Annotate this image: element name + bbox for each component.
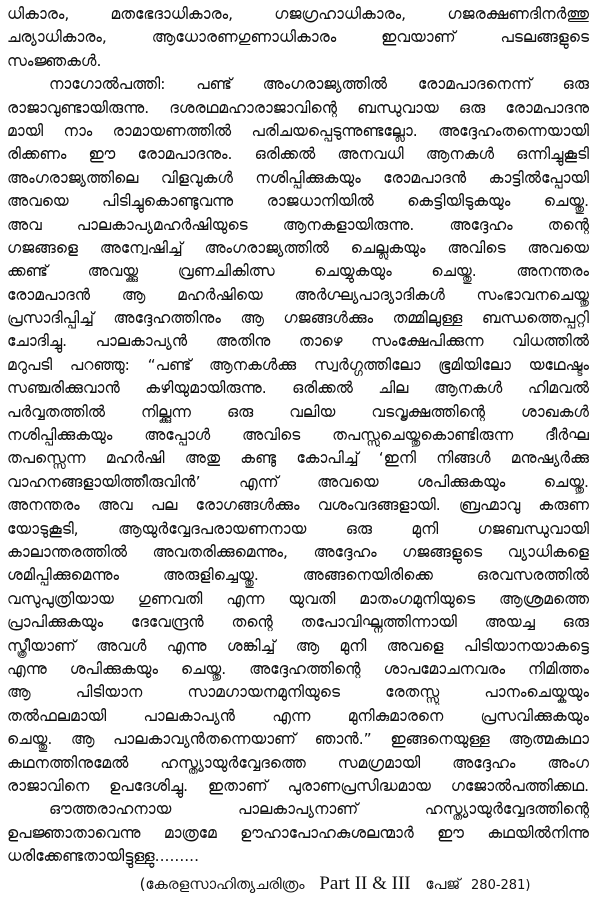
citation [0,873,600,895]
text-line: നാഗോൽപത്തി: പണ്ട് അംഗരാജ്യത്തിൽ രോമപാദനെന്ന് ഒരു [49,75,589,94]
document-body [7,3,589,868]
citation-pages: 280-281) [471,878,531,893]
text-line: സംജ്ഞകൾ. [7,51,102,70]
citation-page-word: പേജ് [425,875,461,893]
text-line: ഔത്തരാഹനായ പാലകാപ്യനാണ് ഹസ്ത്യായുർവ്വേദത്തിന്റെ [49,800,589,819]
text-line: സഞ്ചരിക്കുവാൻ കഴിയുമായിരുന്നു. ഒരിക്കൽ ചില ആനകൾ ഹിമവൽ [7,379,589,398]
text-line: ശമിപ്പിക്കുമെന്നും അരുളിച്ചെയ്തു. അങ്ങനെയിരിക്കെ ഒരവസരത്തിൽ [7,566,589,585]
text-line: അനന്തരം അവ പല രോഗങ്ങൾക്കും വശംവദങ്ങളായി. ബ്രഹ്മാവു കരുണ [7,496,589,515]
citation-part: Part II & III [319,873,411,894]
citation-source: (കേരളസാഹിത്യചരിത്രം [139,875,305,893]
text-line: രിക്കണം ഈ രോമപാദനും. ഒരിക്കൽ അനവധി ആനകൾ ഒന്നിച്ചുകൂടി [7,145,589,164]
text-line: കാലാന്തരത്തിൽ അവതരിക്കുമെന്നും, അദ്ദേഹം ഗജങ്ങളുടെ വ്യാധികളെ [7,542,589,561]
text-line: വസുപുത്രിയായ ഗുണവതി എന്ന യുവതി മാതംഗമുനിയുടെ ആശ്രമത്തെ [7,589,589,608]
text-line: ചര്യാധികാരം, ആധോരണഗുണാധികാരം ഇവയാണ് പടലങ്ങളുടെ [7,28,589,47]
text-line: ഉപജ്ഞാതാവെന്നു മാത്രമേ ഊഹാപോഹകുശലന്മാർ ഈ കഥയിൽനിന്നു [7,823,589,842]
text-line: നശിപ്പിക്കുകയും അപ്പോൾ അവിടെ തപസ്സുചെയ്തുകൊണ്ടിരുന്ന ദീർഘ [7,426,589,445]
text-line: രാജാവുണ്ടായിരുന്നു. ദശരഥമഹാരാജാവിന്റെ ബന്ധുവായ ഒരു രോമപാദനു [7,98,589,117]
text-line: ചോദിച്ചു. പാലകാപ്യൻ അതിനു താഴെ സംക്ഷേപിക്കുന്ന വിധത്തിൽ [7,332,589,351]
text-line: തൽഫലമായി പാലകാപ്യൻ എന്ന മുനികുമാരനെ പ്രസവിക്കുകയും [7,706,589,725]
text-line: ക്കണ്ട് അവയ്ക്കു വ്രണചികിത്സ ചെയ്യുകയും ചെയ്തു. അനന്തരം [7,262,589,281]
text-line: തപസ്സെന്ന മഹർഷി അതു കണ്ടു കോപിച്ച് ‘ഇനി നിങ്ങൾ മനുഷ്യർക്കു [7,449,589,468]
text-line: ചെയ്തു. ആ പാലകാവ്യൻതന്നെയാണ് ഞാൻ.” ഇങ്ങനെയുള്ള ആത്മകഥാ [7,730,589,749]
text-line: ഗജങ്ങളെ അന്വേഷിച്ച് അംഗരാജ്യത്തിൽ ചെല്ലുകയും അവിടെ അവയെ [7,238,589,257]
text-line: രോമപാദൻ ആ മഹർഷിയെ അർഗ്ഘ്യപാദ്യാദികൾ സംഭാവനചെയ്തു [7,285,589,304]
text-line: പർവ്വതത്തിൽ നില്ക്കുന്ന ഒരു വലിയ വടവൃക്ഷത്തിന്റെ ശാഖകൾ [7,402,589,421]
text-line: സ്ത്രീയാണ് അവൾ എന്നു ശങ്കിച്ച് ആ മുനി അവളെ പിടിയാനയാകട്ടെ [7,636,589,655]
text-line: കഥനത്തിനുമേൽ ഹസ്ത്യായുർവ്വേദത്തെ സമഗ്രമായി അദ്ദേഹം അംഗ [7,753,589,772]
text-line: ധരിക്കേണ്ടതായിട്ടുള്ളു......... [7,847,200,866]
text-line: എന്നു ശപിക്കുകയും ചെയ്തു. അദ്ദേഹത്തിന്റെ ശാപമോചനവരം നിമിത്തം [7,659,589,678]
text-line: അംഗരാജ്യത്തിലെ വിളവുകൾ നശിപ്പിക്കുകയും രോമപാദൻ കാട്ടിൽപ്പോയി [7,168,589,187]
text-line: മറുപടി പറഞ്ഞു: “പണ്ട് ആനകൾക്കു സ്വർഗ്ഗത്തിലോ ഭൂമിയിലോ യഥേഷ്ടം [7,355,589,374]
text-line: വാഹനങ്ങളായിത്തീരുവിൻ’ എന്ന് അവയെ ശപിക്കുകയും ചെയ്തു. [7,472,589,491]
text-line: ആ പിടിയാന സാമഗായനമുനിയുടെ രേതസ്സു പാനംചെയ്കയും [7,683,589,702]
text-line: മായി നാം രാമായണത്തിൽ പരിചയപ്പെടുന്നുണ്ടല്ലോ. അദ്ദേഹംതന്നെയായി [7,121,589,140]
text-line: അവ പാലകാപ്യമഹർഷിയുടെ ആനകളായിരുന്നു. അദ്ദേഹം തന്റെ [7,215,589,234]
text-line: രാജാവിനെ ഉപദേശിച്ചു. ഇതാണ് പുരാണപ്രസിദ്ധമായ ഗജോൽപത്തിക്കഥ. [7,776,589,795]
text-line: പ്രാപിക്കുകയും ദേവേന്ദ്രൻ തന്റെ തപോവിഘ്നത്തിന്നായി അയച്ച ഒരു [7,613,589,632]
text-line: ധികാരം, മതഭേദാധികാരം, ഗജഗ്രഹാധികാരം, ഗജരക്ഷണദിനർത്തു [7,5,589,23]
text-line: അവയെ പിടിച്ചുകൊണ്ടുവന്നു രാജധാനിയിൽ കെട്ടിയിടുകയും ചെയ്തു. [7,192,589,211]
text-line: പ്രസാദിപ്പിച്ച് അദ്ദേഹത്തിനും ആ ഗജങ്ങൾക്കും തമ്മിലുള്ള ബന്ധത്തെപ്പറ്റി [7,309,589,328]
text-line: യോടുകൂടി, ആയുർവ്വേദപരായണനായ ഒരു മുനി ഗജബന്ധുവായി [7,519,589,538]
